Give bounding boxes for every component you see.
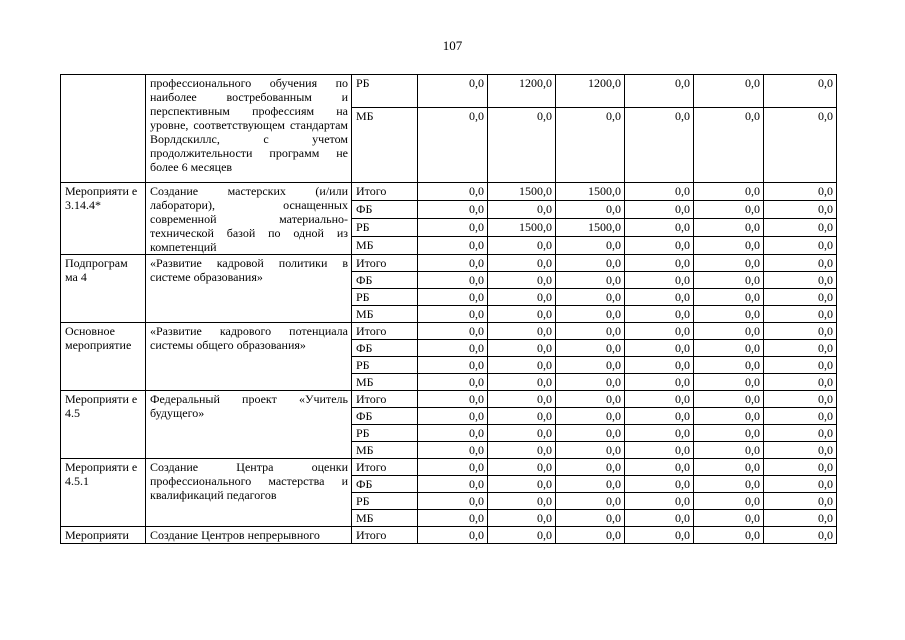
amount-cell: 1200,0 <box>488 75 556 108</box>
funding-source-cell: МБ <box>352 108 418 183</box>
amount-cell: 0,0 <box>556 108 625 183</box>
amount-cell: 0,0 <box>694 425 764 442</box>
funding-source-cell: ФБ <box>352 201 418 219</box>
amount-cell: 0,0 <box>625 493 694 510</box>
amount-cell: 0,0 <box>764 255 837 272</box>
amount-cell: 0,0 <box>625 237 694 255</box>
amount-cell: 0,0 <box>694 374 764 391</box>
amount-cell: 0,0 <box>694 108 764 183</box>
amount-cell: 0,0 <box>694 255 764 272</box>
table-row <box>61 459 837 476</box>
amount-cell: 0,0 <box>694 323 764 340</box>
item-description-cell: «Развитие кадровой политики в системе образования» <box>146 255 352 323</box>
amount-cell: 0,0 <box>764 183 837 201</box>
funding-source-cell: Итого <box>352 255 418 272</box>
item-code-cell: Мероприяти е 4.5 <box>61 391 146 459</box>
amount-cell: 0,0 <box>625 183 694 201</box>
amount-cell: 0,0 <box>418 183 488 201</box>
item-code-cell: Мероприяти е 3.14.4* <box>61 183 146 255</box>
amount-cell: 1500,0 <box>488 219 556 237</box>
item-code-cell <box>61 75 146 183</box>
amount-cell: 0,0 <box>625 75 694 108</box>
amount-cell: 0,0 <box>694 75 764 108</box>
table-row <box>61 75 837 108</box>
amount-cell: 1500,0 <box>488 183 556 201</box>
amount-cell: 0,0 <box>488 374 556 391</box>
amount-cell: 0,0 <box>556 425 625 442</box>
amount-cell: 0,0 <box>488 459 556 476</box>
amount-cell: 0,0 <box>694 510 764 527</box>
amount-cell: 0,0 <box>764 374 837 391</box>
amount-cell: 0,0 <box>694 493 764 510</box>
amount-cell: 0,0 <box>764 493 837 510</box>
amount-cell: 0,0 <box>694 289 764 306</box>
amount-cell: 0,0 <box>625 340 694 357</box>
funding-source-cell: МБ <box>352 374 418 391</box>
funding-source-cell: РБ <box>352 493 418 510</box>
budget-table <box>60 74 837 544</box>
table-row <box>61 183 837 201</box>
amount-cell: 0,0 <box>556 323 625 340</box>
amount-cell: 0,0 <box>488 425 556 442</box>
table-row <box>61 527 837 544</box>
amount-cell: 0,0 <box>418 75 488 108</box>
amount-cell: 0,0 <box>418 442 488 459</box>
amount-cell: 0,0 <box>488 272 556 289</box>
amount-cell: 0,0 <box>556 357 625 374</box>
amount-cell: 0,0 <box>556 459 625 476</box>
amount-cell: 0,0 <box>556 289 625 306</box>
amount-cell: 0,0 <box>625 510 694 527</box>
amount-cell: 0,0 <box>764 201 837 219</box>
amount-cell: 0,0 <box>556 237 625 255</box>
amount-cell: 0,0 <box>418 255 488 272</box>
amount-cell: 0,0 <box>418 476 488 493</box>
amount-cell: 0,0 <box>488 108 556 183</box>
amount-cell: 0,0 <box>625 272 694 289</box>
funding-source-cell: Итого <box>352 391 418 408</box>
amount-cell: 0,0 <box>556 493 625 510</box>
amount-cell: 0,0 <box>625 408 694 425</box>
amount-cell: 0,0 <box>418 493 488 510</box>
amount-cell: 0,0 <box>488 527 556 544</box>
funding-source-cell: МБ <box>352 510 418 527</box>
item-code-cell: Основное мероприятие <box>61 323 146 391</box>
item-description-cell: профессионального обучения по наиболее востребованным и перспективным профессиям на уровне, соответствующем стандартам Ворлдскиллс, с учетом продолжительности программ не более 6 месяцев <box>146 75 352 183</box>
amount-cell: 0,0 <box>764 108 837 183</box>
amount-cell: 0,0 <box>625 357 694 374</box>
amount-cell: 0,0 <box>418 510 488 527</box>
amount-cell: 0,0 <box>625 425 694 442</box>
table-row <box>61 255 837 272</box>
amount-cell: 1500,0 <box>556 183 625 201</box>
amount-cell: 0,0 <box>556 272 625 289</box>
item-code-cell: Мероприяти е 4.5.1 <box>61 459 146 527</box>
table-row <box>61 391 837 408</box>
funding-source-cell: ФБ <box>352 476 418 493</box>
amount-cell: 0,0 <box>694 272 764 289</box>
funding-source-cell: РБ <box>352 219 418 237</box>
amount-cell: 0,0 <box>694 527 764 544</box>
amount-cell: 0,0 <box>556 510 625 527</box>
amount-cell: 0,0 <box>625 442 694 459</box>
amount-cell: 0,0 <box>418 459 488 476</box>
amount-cell: 0,0 <box>764 459 837 476</box>
funding-source-cell: ФБ <box>352 408 418 425</box>
amount-cell: 0,0 <box>625 476 694 493</box>
amount-cell: 0,0 <box>556 340 625 357</box>
amount-cell: 0,0 <box>625 108 694 183</box>
amount-cell: 0,0 <box>694 183 764 201</box>
amount-cell: 0,0 <box>488 306 556 323</box>
amount-cell: 0,0 <box>556 374 625 391</box>
amount-cell: 0,0 <box>694 306 764 323</box>
funding-source-cell: РБ <box>352 425 418 442</box>
funding-source-cell: ФБ <box>352 272 418 289</box>
amount-cell: 0,0 <box>488 408 556 425</box>
amount-cell: 0,0 <box>694 357 764 374</box>
amount-cell: 0,0 <box>488 255 556 272</box>
funding-source-cell: МБ <box>352 306 418 323</box>
amount-cell: 0,0 <box>694 201 764 219</box>
amount-cell: 0,0 <box>625 306 694 323</box>
amount-cell: 0,0 <box>764 75 837 108</box>
amount-cell: 0,0 <box>694 442 764 459</box>
amount-cell: 0,0 <box>488 510 556 527</box>
funding-source-cell: Итого <box>352 459 418 476</box>
amount-cell: 0,0 <box>488 476 556 493</box>
amount-cell: 0,0 <box>418 357 488 374</box>
amount-cell: 0,0 <box>488 391 556 408</box>
amount-cell: 0,0 <box>764 527 837 544</box>
amount-cell: 0,0 <box>488 323 556 340</box>
item-description-cell: Федеральный проект «Учитель будущего» <box>146 391 352 459</box>
amount-cell: 0,0 <box>694 408 764 425</box>
amount-cell: 0,0 <box>694 476 764 493</box>
amount-cell: 0,0 <box>625 201 694 219</box>
funding-source-cell: ФБ <box>352 340 418 357</box>
item-code-cell: Мероприяти <box>61 527 146 544</box>
amount-cell: 0,0 <box>418 108 488 183</box>
funding-source-cell: МБ <box>352 442 418 459</box>
amount-cell: 0,0 <box>556 306 625 323</box>
page-number: 107 <box>442 38 463 53</box>
amount-cell: 0,0 <box>694 340 764 357</box>
amount-cell: 0,0 <box>764 357 837 374</box>
amount-cell: 0,0 <box>418 408 488 425</box>
item-description-cell: «Развитие кадрового потенциала системы общего образования» <box>146 323 352 391</box>
amount-cell: 0,0 <box>418 340 488 357</box>
amount-cell: 0,0 <box>764 323 837 340</box>
amount-cell: 0,0 <box>488 237 556 255</box>
amount-cell: 0,0 <box>556 391 625 408</box>
item-description-cell: Создание Центра оценки профессионального мастерства и квалификаций педагогов <box>146 459 352 527</box>
amount-cell: 0,0 <box>488 201 556 219</box>
amount-cell: 0,0 <box>418 391 488 408</box>
amount-cell: 0,0 <box>764 408 837 425</box>
amount-cell: 0,0 <box>694 459 764 476</box>
amount-cell: 0,0 <box>625 391 694 408</box>
item-description-cell: Создание мастерских (и/или лаборатори), оснащенных современной материально-технической базой по одной из компетенций <box>146 183 352 255</box>
amount-cell: 0,0 <box>418 289 488 306</box>
amount-cell: 0,0 <box>488 357 556 374</box>
amount-cell: 0,0 <box>625 459 694 476</box>
amount-cell: 0,0 <box>625 323 694 340</box>
amount-cell: 0,0 <box>418 237 488 255</box>
amount-cell: 0,0 <box>694 219 764 237</box>
amount-cell: 0,0 <box>556 255 625 272</box>
funding-source-cell: РБ <box>352 357 418 374</box>
item-description-cell: Создание Центров непрерывного <box>146 527 352 544</box>
amount-cell: 1200,0 <box>556 75 625 108</box>
amount-cell: 0,0 <box>625 255 694 272</box>
amount-cell: 0,0 <box>764 306 837 323</box>
funding-source-cell: Итого <box>352 527 418 544</box>
amount-cell: 0,0 <box>556 442 625 459</box>
amount-cell: 0,0 <box>764 272 837 289</box>
amount-cell: 0,0 <box>694 237 764 255</box>
amount-cell: 0,0 <box>418 374 488 391</box>
amount-cell: 0,0 <box>764 391 837 408</box>
amount-cell: 0,0 <box>764 510 837 527</box>
amount-cell: 0,0 <box>556 201 625 219</box>
amount-cell: 0,0 <box>418 306 488 323</box>
amount-cell: 0,0 <box>488 493 556 510</box>
amount-cell: 0,0 <box>625 289 694 306</box>
amount-cell: 0,0 <box>418 323 488 340</box>
amount-cell: 0,0 <box>556 527 625 544</box>
funding-source-cell: РБ <box>352 289 418 306</box>
amount-cell: 0,0 <box>488 340 556 357</box>
amount-cell: 0,0 <box>488 289 556 306</box>
amount-cell: 0,0 <box>764 340 837 357</box>
table-row <box>61 323 837 340</box>
amount-cell: 0,0 <box>625 374 694 391</box>
amount-cell: 0,0 <box>418 219 488 237</box>
amount-cell: 0,0 <box>418 201 488 219</box>
amount-cell: 0,0 <box>488 442 556 459</box>
funding-source-cell: МБ <box>352 237 418 255</box>
funding-source-cell: Итого <box>352 183 418 201</box>
amount-cell: 0,0 <box>764 425 837 442</box>
amount-cell: 0,0 <box>625 219 694 237</box>
amount-cell: 0,0 <box>764 219 837 237</box>
amount-cell: 0,0 <box>625 527 694 544</box>
amount-cell: 0,0 <box>418 527 488 544</box>
amount-cell: 1500,0 <box>556 219 625 237</box>
amount-cell: 0,0 <box>764 289 837 306</box>
amount-cell: 0,0 <box>764 442 837 459</box>
funding-source-cell: Итого <box>352 323 418 340</box>
amount-cell: 0,0 <box>694 391 764 408</box>
amount-cell: 0,0 <box>764 476 837 493</box>
item-code-cell: Подпрограм ма 4 <box>61 255 146 323</box>
amount-cell: 0,0 <box>556 408 625 425</box>
amount-cell: 0,0 <box>764 237 837 255</box>
funding-source-cell: РБ <box>352 75 418 108</box>
amount-cell: 0,0 <box>418 425 488 442</box>
amount-cell: 0,0 <box>418 272 488 289</box>
amount-cell: 0,0 <box>556 476 625 493</box>
